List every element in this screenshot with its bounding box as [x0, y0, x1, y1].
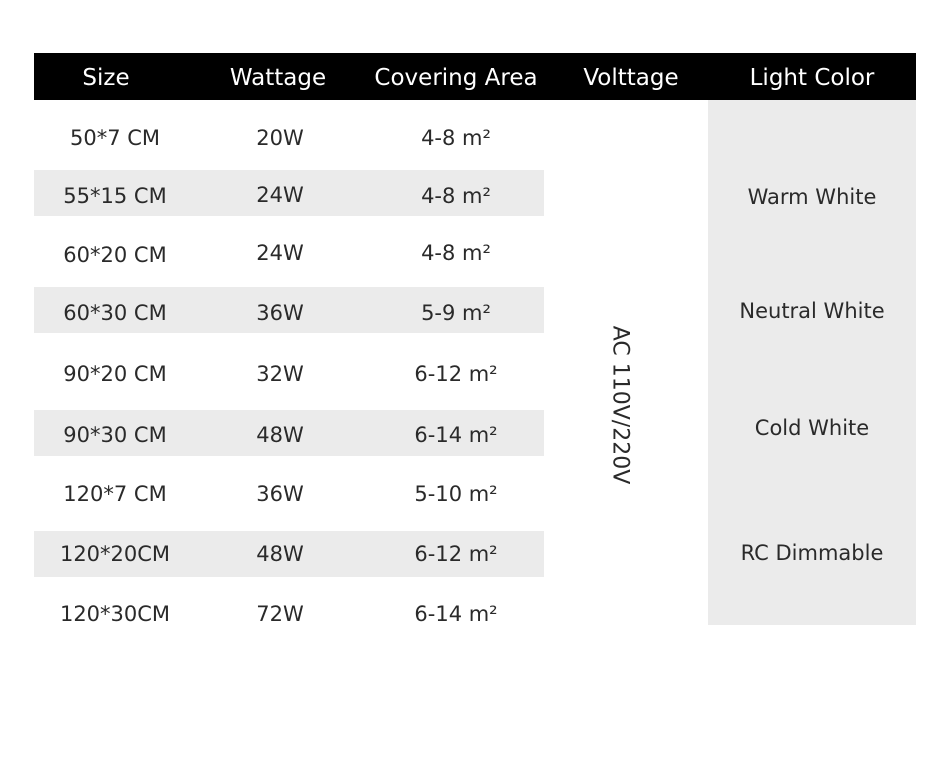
cell-wattage: 36W	[256, 301, 304, 325]
header-light-color: Light Color	[749, 65, 875, 91]
header-size: Size	[82, 65, 130, 91]
cell-size: 120*30CM	[59, 602, 171, 626]
cell-size: 55*15 CM	[63, 184, 167, 208]
cell-size: 120*20CM	[59, 542, 171, 566]
header-covering-area: Covering Area	[374, 65, 538, 91]
cell-wattage: 24W	[256, 183, 304, 207]
cell-size: 50*7 CM	[69, 126, 161, 150]
cell-area: 5-10 m²	[414, 482, 498, 506]
light-color-warm-white: Warm White	[747, 185, 877, 209]
light-color-rc-dimmable: RC Dimmable	[740, 541, 884, 565]
cell-area: 6-12 m²	[414, 362, 498, 386]
cell-size: 120*7 CM	[63, 482, 167, 506]
cell-area: 4-8 m²	[421, 184, 491, 208]
cell-area: 4-8 m²	[421, 126, 491, 150]
cell-area: 6-14 m²	[414, 423, 498, 447]
table-header	[34, 53, 916, 100]
cell-size: 60*30 CM	[63, 301, 167, 325]
cell-size: 60*20 CM	[63, 243, 167, 267]
cell-wattage: 32W	[256, 362, 304, 386]
light-color-cold-white: Cold White	[754, 416, 870, 440]
light-color-neutral-white: Neutral White	[739, 299, 885, 323]
cell-wattage: 48W	[256, 542, 304, 566]
header-wattage: Wattage	[229, 65, 327, 91]
cell-area: 5-9 m²	[421, 301, 491, 325]
cell-wattage: 20W	[256, 126, 304, 150]
voltage-value: AC 110V/220V	[607, 325, 633, 485]
cell-wattage: 24W	[256, 241, 304, 265]
header-voltage: Volttage	[583, 65, 679, 91]
cell-wattage: 48W	[256, 423, 304, 447]
cell-size: 90*30 CM	[63, 423, 167, 447]
cell-area: 4-8 m²	[421, 241, 491, 265]
cell-area: 6-12 m²	[414, 542, 498, 566]
cell-wattage: 72W	[256, 602, 304, 626]
cell-size: 90*20 CM	[63, 362, 167, 386]
cell-area: 6-14 m²	[414, 602, 498, 626]
cell-wattage: 36W	[256, 482, 304, 506]
